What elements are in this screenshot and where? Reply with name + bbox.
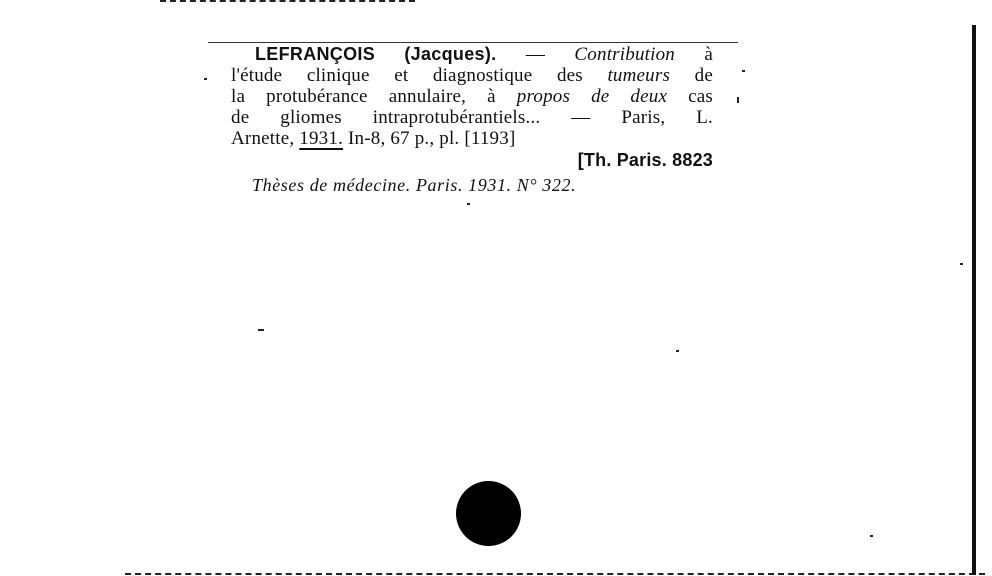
entry-line-2 [231,65,713,86]
dash: — [525,44,546,65]
punch-hole [456,481,521,546]
collation: In-8, 67 p., pl. [1193] [347,128,516,149]
card-top-edge [160,0,415,2]
author-given-name: (Jacques). [404,44,497,64]
scan-speck [204,78,207,80]
title-text: de [694,65,713,86]
entry-line-4 [231,107,713,128]
series-note: Thèses de médecine. Paris. 1931. N° 322. [252,175,577,195]
title-text: de gliomes intraprotubérantiels... — Paris, L. [231,107,713,128]
author-surname: LEFRANÇOIS [255,44,375,64]
title-text: l'étude clinique et diagnostique des [231,65,583,86]
card-right-edge [972,25,976,575]
scan-speck [737,97,739,103]
entry-line-5 [231,128,713,149]
scan-speck [258,329,264,331]
entry-line-3 [231,86,713,107]
entry-line-1 [231,44,713,65]
scan-speck [960,263,963,265]
shelfmark: [Th. Paris. 8823 [577,150,713,170]
title-text-italic: propos de deux [516,86,668,107]
header-rule [208,42,738,43]
card-bottom-edge [125,573,985,575]
publication-year: 1931. [299,128,344,149]
scan-speck [467,203,470,205]
title-word: à [704,44,714,65]
title-word: Contribution [574,44,676,65]
scan-speck [742,70,745,72]
title-text-italic: tumeurs [607,65,671,86]
scan-speck [676,350,679,352]
scan-speck [870,535,873,537]
bibliographic-entry [231,44,713,171]
title-text: cas [688,86,713,107]
publisher: Arnette, [231,128,295,149]
title-text: la protubérance annulaire, à [231,86,496,107]
